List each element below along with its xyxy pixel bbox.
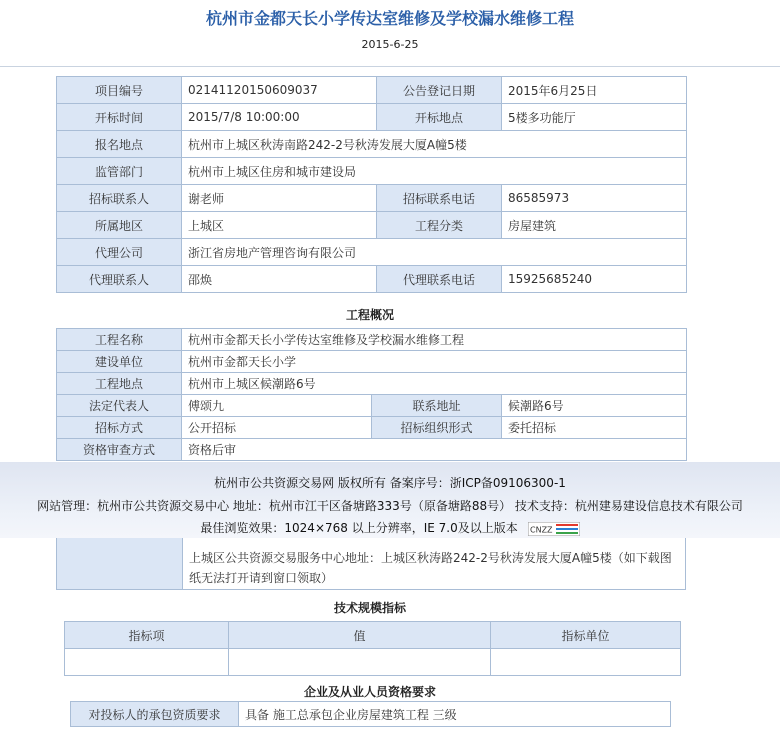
tech-cell-empty (491, 649, 681, 676)
publish-date: 2015-6-25 (361, 38, 419, 51)
value-organization-form: 委托招标 (502, 417, 687, 439)
overview-row-location (57, 373, 687, 395)
info-row-region (57, 212, 687, 239)
value-project-no: 02141120150609037 (182, 77, 377, 104)
tech-col-value: 值 (229, 622, 491, 649)
label-agency-contact: 代理联系人 (57, 266, 182, 293)
label-opening-time: 开标时间 (57, 104, 182, 131)
footer-browser-tip (0, 519, 780, 536)
label-opening-place: 开标地点 (377, 104, 502, 131)
value-legal-rep: 傅颂九 (182, 395, 372, 417)
footer-copyright: 杭州市公共资源交易网 版权所有 备案序号：浙ICP备09106300-1 (214, 476, 566, 490)
qualification-table (70, 701, 671, 727)
label-bid-method: 招标方式 (57, 417, 182, 439)
label-contact-address: 联系地址 (372, 395, 502, 417)
label-contact-phone: 招标联系电话 (377, 185, 502, 212)
label-location: 工程地点 (57, 373, 182, 395)
notes-text: 上城区公共资源交易服务中心地址：上城区秋涛路242-2号秋涛发展大厦A幢5楼（如下载图纸无法打开请到窗口领取） (189, 551, 672, 585)
tech-col-unit: 指标单位 (491, 622, 681, 649)
label-agency: 代理公司 (57, 239, 182, 266)
value-region: 上城区 (182, 212, 377, 239)
section-heading-tech: 技术规模指标 (333, 601, 406, 615)
notes-label-cell (57, 536, 183, 589)
overview-row-review (57, 439, 687, 461)
info-row-supervisor (57, 158, 687, 185)
footer-browser-text: 最佳浏览效果：1024×768 以上分辨率，IE 7.0及以上版本 (200, 521, 518, 535)
tech-cell-empty (65, 649, 229, 676)
tech-col-item: 指标项 (65, 622, 229, 649)
overview-row-method (57, 417, 687, 439)
tech-cell-empty (229, 649, 491, 676)
bid-info-table (56, 76, 687, 293)
label-owner: 建设单位 (57, 351, 182, 373)
label-agency-phone: 代理联系电话 (377, 266, 502, 293)
value-location: 杭州市上城区候潮路6号 (182, 373, 687, 395)
page-title: 杭州市金都天长小学传达室维修及学校漏水维修工程 (205, 9, 574, 28)
label-region: 所属地区 (57, 212, 182, 239)
value-agency-phone: 15925685240 (502, 266, 687, 293)
value-project-name: 杭州市金都天长小学传达室维修及学校漏水维修工程 (182, 329, 687, 351)
site-footer (0, 462, 780, 538)
value-category: 房屋建筑 (502, 212, 687, 239)
label-organization-form: 招标组织形式 (372, 417, 502, 439)
value-contact-address: 候潮路6号 (502, 395, 687, 417)
value-opening-time: 2015/7/8 10:00:00 (182, 104, 377, 131)
label-supervisor: 监管部门 (57, 158, 182, 185)
overview-notes-cell (56, 536, 686, 590)
info-row-project-no (57, 77, 687, 104)
value-signup-place: 杭州市上城区秋涛南路242-2号秋涛发展大厦A幢5楼 (182, 131, 687, 158)
value-qualification: 具备 施工总承包企业房屋建筑工程 三级 (239, 702, 671, 727)
label-contact: 招标联系人 (57, 185, 182, 212)
overview-table (56, 328, 687, 461)
cnzz-badge-text: CNZZ (529, 525, 553, 534)
value-agency-contact: 邵焕 (182, 266, 377, 293)
value-contact-phone: 86585973 (502, 185, 687, 212)
label-review-method: 资格审查方式 (57, 439, 182, 461)
label-legal-rep: 法定代表人 (57, 395, 182, 417)
tech-empty-row (65, 649, 681, 676)
info-row-agency (57, 239, 687, 266)
footer-management: 网站管理：杭州市公共资源交易中心 地址：杭州市江干区备塘路333号（原备塘路88号） 技术支持：杭州建易建设信息技术有限公司 (37, 499, 743, 513)
value-register-date: 2015年6月25日 (502, 77, 687, 104)
section-heading-qualification: 企业及从业人员资格要求 (303, 685, 436, 699)
label-qualification: 对投标人的承包资质要求 (71, 702, 239, 727)
value-contact: 谢老师 (182, 185, 377, 212)
label-register-date: 公告登记日期 (377, 77, 502, 104)
info-row-opening (57, 104, 687, 131)
info-row-signup-place (57, 131, 687, 158)
title-divider (0, 66, 780, 67)
overview-row-name (57, 329, 687, 351)
overview-row-legal (57, 395, 687, 417)
value-opening-place: 5楼多功能厅 (502, 104, 687, 131)
tech-spec-table (64, 621, 681, 676)
cnzz-stats-icon[interactable] (528, 522, 580, 536)
value-owner: 杭州市金都天长小学 (182, 351, 687, 373)
value-supervisor: 杭州市上城区住房和城市建设局 (182, 158, 687, 185)
qualification-row (71, 702, 671, 727)
label-project-name: 工程名称 (57, 329, 182, 351)
value-review-method: 资格后审 (182, 439, 687, 461)
label-signup-place: 报名地点 (57, 131, 182, 158)
value-bid-method: 公开招标 (182, 417, 372, 439)
label-project-no: 项目编号 (57, 77, 182, 104)
info-row-agency-contact (57, 266, 687, 293)
info-row-contact (57, 185, 687, 212)
tech-header-row (65, 622, 681, 649)
value-agency: 浙江省房地产管理咨询有限公司 (182, 239, 687, 266)
label-category: 工程分类 (377, 212, 502, 239)
overview-row-owner (57, 351, 687, 373)
section-heading-overview: 工程概况 (345, 308, 394, 322)
